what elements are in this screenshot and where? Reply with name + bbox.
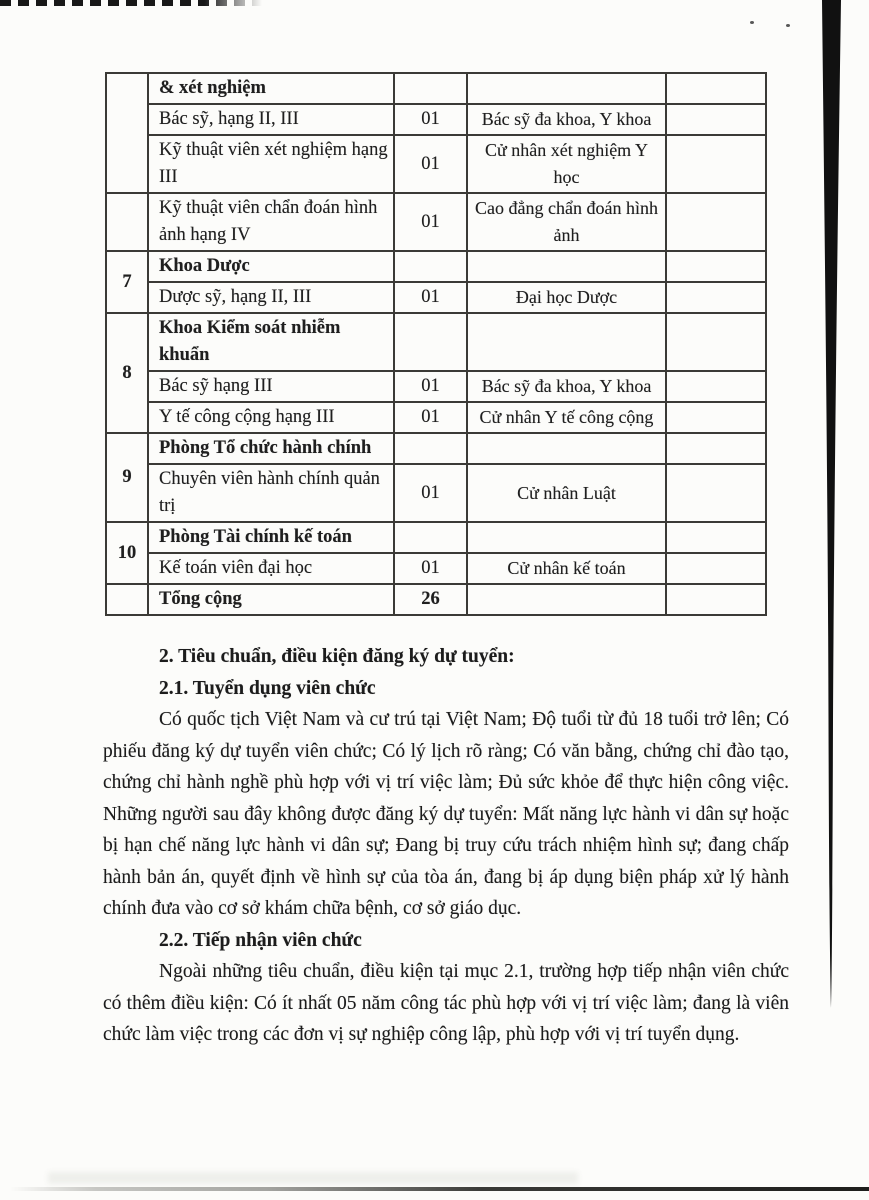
notes-cell [666,402,766,433]
count-cell: 01 [394,371,467,402]
scan-speck [750,21,754,24]
section-2-2-paragraph: Ngoài những tiêu chuẩn, điều kiện tại mục 2.1, trường hợp tiếp nhận viên chức có thêm điều kiện: Có ít nhất 05 năm công tác phù hợp với vị trí việc làm; đang là viên chức làm việc trong các đơn vị sự nghiệp công lập, phù hợp với vị trí tuyển dụng. [103,961,789,1045]
position-cell: Phòng Tổ chức hành chính [148,433,394,464]
scan-smudge [48,1172,578,1184]
row-number-cell [106,193,148,251]
scanner-perforation-marks [0,0,262,6]
table-row [106,522,766,553]
count-cell: 01 [394,282,467,313]
section-2-1-paragraph: Có quốc tịch Việt Nam và cư trú tại Việt Nam; Độ tuổi từ đủ 18 tuổi trở lên; Có phiếu đăng ký dự tuyển viên chức; Có lý lịch rõ ràng; Có văn bằng, chứng chỉ đào tạo, chứng chỉ hành nghề phù hợp với vị trí việc làm; Đủ sức khỏe để thực hiện công việc. Những người sau đây không được đăng ký dự tuyển: Mất năng lực hành vi dân sự hoặc bị hạn chế năng lực hành vi dân sự; Đang bị truy cứu trách nhiệm hình sự; đang chấp hành bản án, quyết định về hình sự của tòa án, đang bị áp dụng biện pháp xử lý hành chính đưa vào cơ sở khám chữa bệnh, cơ sở giáo dục. [103,709,789,919]
qualification-cell [467,251,666,282]
position-cell: Y tế công cộng hạng III [148,402,394,433]
qualification-cell [467,522,666,553]
qualification-cell: Cao đẳng chẩn đoán hình ảnh [467,193,666,251]
notes-cell [666,464,766,522]
position-cell: Kỹ thuật viên xét nghiệm hạng III [148,135,394,193]
position-cell: Chuyên viên hành chính quản trị [148,464,394,522]
table-row [106,282,766,313]
notes-cell [666,104,766,135]
table-row [106,313,766,371]
count-cell [394,433,467,464]
section-2-1-heading: 2.1. Tuyển dụng viên chức [159,677,376,699]
position-cell: & xét nghiệm [148,73,394,104]
table-row [106,193,766,251]
qualification-cell: Bác sỹ đa khoa, Y khoa [467,104,666,135]
row-number-cell: 7 [106,251,148,313]
count-cell [394,522,467,553]
notes-cell [666,522,766,553]
position-cell: Phòng Tài chính kế toán [148,522,394,553]
position-cell: Dược sỹ, hạng II, III [148,282,394,313]
document-text [103,641,789,1051]
qualification-cell [467,584,666,615]
table-row [106,464,766,522]
qualification-cell: Đại học Dược [467,282,666,313]
scan-speck [786,24,790,27]
table-row [106,251,766,282]
table-row [106,135,766,193]
row-number-cell: 10 [106,522,148,584]
table-row [106,584,766,615]
notes-cell [666,433,766,464]
count-cell: 26 [394,584,467,615]
qualification-cell [467,433,666,464]
table-row [106,371,766,402]
qualification-cell: Cử nhân xét nghiệm Y học [467,135,666,193]
notes-cell [666,193,766,251]
qualification-cell: Cử nhân Y tế công cộng [467,402,666,433]
qualification-cell [467,73,666,104]
count-cell: 01 [394,104,467,135]
count-cell [394,313,467,371]
qualification-cell: Cử nhân Luật [467,464,666,522]
position-cell: Khoa Dược [148,251,394,282]
table-row [106,73,766,104]
qualification-cell: Cử nhân kế toán [467,553,666,584]
notes-cell [666,584,766,615]
notes-cell [666,371,766,402]
table-row [106,104,766,135]
count-cell: 01 [394,135,467,193]
row-number-cell [106,73,148,193]
position-cell: Tổng cộng [148,584,394,615]
row-number-cell: 8 [106,313,148,433]
count-cell: 01 [394,553,467,584]
notes-cell [666,251,766,282]
position-cell: Kế toán viên đại học [148,553,394,584]
recruitment-positions-table [105,72,767,616]
notes-cell [666,282,766,313]
position-cell: Bác sỹ, hạng II, III [148,104,394,135]
count-cell [394,73,467,104]
recruitment-table-body [106,73,766,615]
notes-cell [666,135,766,193]
count-cell [394,251,467,282]
count-cell: 01 [394,193,467,251]
qualification-cell: Bác sỹ đa khoa, Y khoa [467,371,666,402]
page-bottom-edge [10,1187,869,1191]
position-cell: Bác sỹ hạng III [148,371,394,402]
position-cell: Khoa Kiểm soát nhiễm khuẩn [148,313,394,371]
table-row [106,553,766,584]
table-row [106,433,766,464]
table-row [106,402,766,433]
row-number-cell: 9 [106,433,148,522]
notes-cell [666,553,766,584]
qualification-cell [467,313,666,371]
notes-cell [666,313,766,371]
count-cell: 01 [394,402,467,433]
position-cell: Kỹ thuật viên chẩn đoán hình ảnh hạng IV [148,193,394,251]
row-number-cell [106,584,148,615]
notes-cell [666,73,766,104]
section-2-heading: 2. Tiêu chuẩn, điều kiện đăng ký dự tuyển: [159,646,515,667]
count-cell: 01 [394,464,467,522]
section-2-2-heading: 2.2. Tiếp nhận viên chức [159,929,362,951]
